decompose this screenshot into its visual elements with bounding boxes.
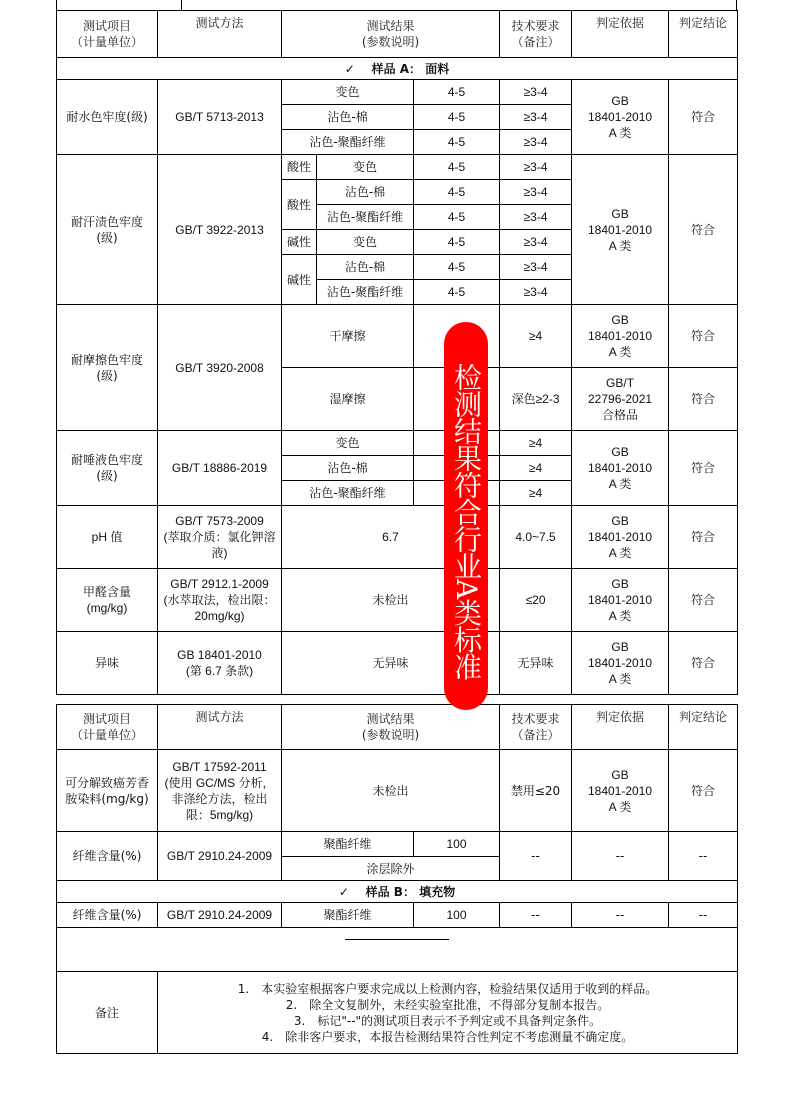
header-conclusion: 判定结论 [669, 11, 738, 58]
sub-label: 沾色-聚酯纤维 [317, 205, 414, 230]
table-row [57, 632, 738, 695]
requirement-cell: ≥4 [500, 305, 572, 368]
header-item: 测试项目 （计量单位） [57, 11, 158, 58]
conclusion-cell: -- [669, 832, 738, 881]
method-cell: GB/T 7573-2009 (萃取介质：氯化钾溶 液) [158, 506, 282, 569]
requirement-cell: ≥3-4 [500, 80, 572, 105]
basis-cell: -- [572, 832, 669, 881]
value-cell: 4-5 [414, 80, 500, 105]
stamp-text: 检测结果符合行业A类标准 [450, 362, 483, 680]
item-cell: 可分解致癌芳香 胺染料(mg/kg) [57, 750, 158, 832]
method-cell: GB/T 2910.24-2009 [158, 903, 282, 928]
item-cell: 纤维含量(%) [57, 832, 158, 881]
conclusion-cell: 符合 [669, 750, 738, 832]
item-cell: 耐摩擦色牢度 (级) [57, 305, 158, 431]
end-of-results-line [345, 939, 449, 940]
requirement-cell: ≤20 [500, 569, 572, 632]
method-cell: GB/T 3920-2008 [158, 305, 282, 431]
table-header-row [57, 11, 738, 58]
table-header-row [57, 705, 738, 750]
blank-row [57, 928, 738, 972]
result-cell: 未检出 [282, 750, 500, 832]
table-row [57, 750, 738, 832]
basis-cell: GB 18401-2010 A 类 [572, 155, 669, 305]
table-row [57, 569, 738, 632]
requirement-cell: 无异味 [500, 632, 572, 695]
notes-list [158, 972, 738, 1054]
fiber-cell: 聚酯纤维 [282, 903, 414, 928]
requirement-cell: ≥3-4 [500, 105, 572, 130]
item-cell: 耐水色牢度(级) [57, 80, 158, 155]
value-cell: 4-5 [414, 180, 500, 205]
notes-row [57, 972, 738, 1054]
value-cell: 4-5 [414, 105, 500, 130]
method-cell: GB 18401-2010 (第 6.7 条款) [158, 632, 282, 695]
note-cell: 涂层除外 [282, 857, 500, 881]
conclusion-cell: -- [669, 903, 738, 928]
conclusion-cell: 符合 [669, 155, 738, 305]
sub-label: 沾色-棉 [282, 456, 414, 481]
header-result: 测试结果 (参数说明) [282, 11, 500, 58]
requirement-cell: ≥4 [500, 456, 572, 481]
item-cell: pH 值 [57, 506, 158, 569]
conclusion-cell: 符合 [669, 80, 738, 155]
basis-cell: -- [572, 903, 669, 928]
result-cell: 未检出 [282, 569, 500, 632]
result-cell: 无异味 [282, 632, 500, 695]
basis-cell: GB 18401-2010 A 类 [572, 569, 669, 632]
item-cell: 耐汗渍色牢度 (级) [57, 155, 158, 305]
requirement-cell: ≥3-4 [500, 205, 572, 230]
basis-cell: GB 18401-2010 A 类 [572, 80, 669, 155]
requirement-cell: ≥3-4 [500, 230, 572, 255]
requirement-cell: ≥3-4 [500, 180, 572, 205]
value-cell: 4-5 [414, 130, 500, 155]
alkali-label: 碱性 [282, 230, 317, 255]
table-row [57, 431, 738, 456]
sub-label: 沾色-棉 [282, 105, 414, 130]
requirement-cell: ≥3-4 [500, 155, 572, 180]
conformity-stamp [444, 322, 488, 710]
header-method: 测试方法 [158, 11, 282, 58]
item-cell: 甲醛含量 (mg/kg) [57, 569, 158, 632]
page-top-rule [181, 0, 182, 10]
value-cell: 4-5 [414, 255, 500, 280]
requirement-cell: 4.0~7.5 [500, 506, 572, 569]
table-row [57, 305, 738, 368]
header-requirement: 技术要求 （备注） [500, 11, 572, 58]
table-row [57, 832, 738, 857]
header-result: 测试结果 (参数说明) [282, 705, 500, 750]
sub-label: 沾色-棉 [317, 180, 414, 205]
header-requirement: 技术要求 （备注） [500, 705, 572, 750]
header-item: 测试项目 （计量单位） [57, 705, 158, 750]
note-item: 3. 标记"--"的测试项目表示不予判定或不具备判定条件。 [293, 1013, 602, 1028]
item-cell: 耐唾液色牢度 (级) [57, 431, 158, 506]
sub-label: 变色 [282, 80, 414, 105]
table-row [57, 506, 738, 569]
requirement-cell: -- [500, 832, 572, 881]
value-cell: 100 [414, 903, 500, 928]
sub-label: 沾色-聚酯纤维 [282, 481, 414, 506]
method-cell: GB/T 17592-2011 (使用 GC/MS 分析， 非涤纶方法，检出 限：5mg/kg) [158, 750, 282, 832]
basis-cell: GB 18401-2010 A 类 [572, 431, 669, 506]
conclusion-cell: 符合 [669, 632, 738, 695]
requirement-cell: ≥4 [500, 481, 572, 506]
requirement-cell: 深色≥2-3 [500, 368, 572, 431]
header-conclusion: 判定结论 [669, 705, 738, 750]
notes-label: 备注 [57, 972, 158, 1054]
check-icon: ✓ [338, 884, 349, 899]
fiber-cell: 聚酯纤维 [282, 832, 414, 857]
requirement-cell: ≥3-4 [500, 130, 572, 155]
basis-cell: GB/T 22796-2021 合格品 [572, 368, 669, 431]
basis-cell: GB 18401-2010 A 类 [572, 506, 669, 569]
value-cell: 4-5 [414, 280, 500, 305]
page-top-rule [736, 0, 737, 10]
note-item: 1. 本实验室根据客户要求完成以上检测内容，检验结果仅适用于收到的样品。 [237, 981, 658, 996]
sub-label: 沾色-棉 [317, 255, 414, 280]
conclusion-cell: 符合 [669, 569, 738, 632]
value-cell: 4-5 [414, 155, 500, 180]
conclusion-cell: 符合 [669, 431, 738, 506]
results-table-part1 [56, 10, 738, 695]
requirement-cell: ≥4 [500, 431, 572, 456]
result-cell: 6.7 [282, 506, 500, 569]
method-cell: GB/T 2910.24-2009 [158, 832, 282, 881]
header-method: 测试方法 [158, 705, 282, 750]
sub-label: 沾色-聚酯纤维 [317, 280, 414, 305]
check-icon: ✓ [344, 61, 355, 76]
basis-cell: GB 18401-2010 A 类 [572, 750, 669, 832]
basis-cell: GB 18401-2010 A 类 [572, 632, 669, 695]
basis-cell: GB 18401-2010 A 类 [572, 305, 669, 368]
value-cell: 4-5 [414, 230, 500, 255]
results-table-part2 [56, 704, 738, 1054]
section-sample-b [57, 881, 738, 903]
table-row [57, 903, 738, 928]
sub-label: 变色 [317, 155, 414, 180]
requirement-cell: ≥3-4 [500, 255, 572, 280]
section-title: 样品 B： 填充物 [365, 884, 456, 899]
section-title: 样品 A： 面料 [371, 61, 450, 76]
requirement-cell: ≥3-4 [500, 280, 572, 305]
conclusion-cell: 符合 [669, 305, 738, 368]
note-item: 4. 除非客户要求，本报告检测结果符合性判定不考虑测量不确定度。 [261, 1029, 634, 1044]
alkali-label: 碱性 [282, 255, 317, 305]
table-row [57, 155, 738, 180]
acid-label: 酸性 [282, 180, 317, 230]
note-item: 2. 除全文复制外，未经实验室批准，不得部分复制本报告。 [285, 997, 610, 1012]
value-cell: 100 [414, 832, 500, 857]
header-basis: 判定依据 [572, 705, 669, 750]
conclusion-cell: 符合 [669, 368, 738, 431]
sub-label: 变色 [282, 431, 414, 456]
acid-label: 酸性 [282, 155, 317, 180]
value-cell: 4-5 [414, 205, 500, 230]
item-cell: 纤维含量(%) [57, 903, 158, 928]
item-cell: 异味 [57, 632, 158, 695]
sub-label: 湿摩擦 [282, 368, 414, 431]
sub-label: 变色 [317, 230, 414, 255]
method-cell: GB/T 5713-2013 [158, 80, 282, 155]
requirement-cell: 禁用≤20 [500, 750, 572, 832]
method-cell: GB/T 2912.1-2009 (水萃取法，检出限： 20mg/kg) [158, 569, 282, 632]
sub-label: 沾色-聚酯纤维 [282, 130, 414, 155]
page-top-rule [56, 0, 57, 10]
sub-label: 干摩擦 [282, 305, 414, 368]
method-cell: GB/T 3922-2013 [158, 155, 282, 305]
conclusion-cell: 符合 [669, 506, 738, 569]
section-sample-a [57, 58, 738, 80]
header-basis: 判定依据 [572, 11, 669, 58]
requirement-cell: -- [500, 903, 572, 928]
table-row [57, 80, 738, 105]
method-cell: GB/T 18886-2019 [158, 431, 282, 506]
